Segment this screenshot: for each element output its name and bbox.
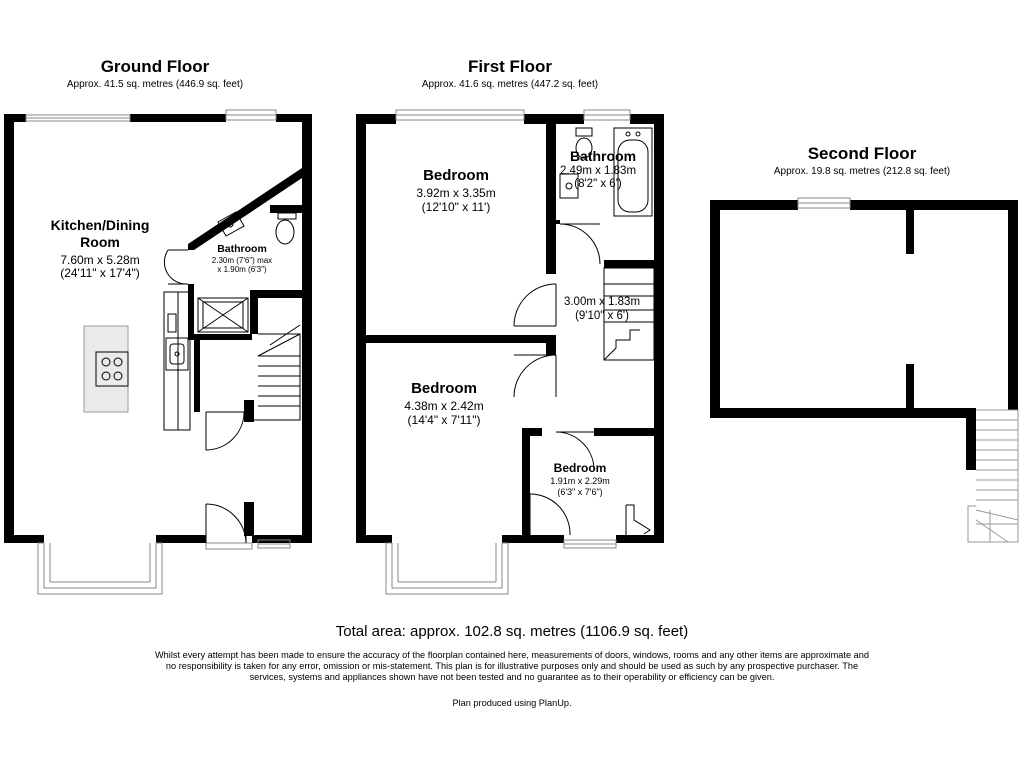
plan-credit: Plan produced using PlanUp.	[452, 698, 572, 708]
first-bedroom2-dim-metric: 4.38m x 2.42m	[404, 399, 484, 413]
first-bathroom-label: Bathroom	[569, 148, 637, 164]
first-floor-area: Approx. 41.6 sq. metres (447.2 sq. feet)	[421, 79, 599, 90]
ground-bathroom-label: Bathroom	[217, 243, 267, 255]
first-bathroom-dim-imperial: (8'2" x 6')	[574, 178, 622, 190]
total-area: Total area: approx. 102.8 sq. metres (1106.9 sq. feet)	[335, 623, 689, 640]
first-bedroom3-label: Bedroom	[553, 461, 607, 475]
ground-hall-walls	[194, 340, 254, 536]
second-window	[798, 198, 850, 208]
first-bedroom1-label: Bedroom	[423, 167, 489, 184]
ground-bay-window	[38, 543, 162, 594]
second-floor-plan	[710, 198, 1018, 542]
first-floor-title: First Floor	[467, 57, 553, 76]
first-bedroom1-dim-imperial: (12'10" x 11')	[421, 200, 491, 214]
kitchen-label-line1: Kitchen/Dining	[50, 217, 150, 233]
first-bay-window	[386, 540, 616, 594]
first-bedroom3-dim-imperial: (6'3" x 7'6")	[557, 487, 603, 497]
ground-bathroom-dim-line2: x 1.90m (6'3")	[217, 265, 267, 274]
first-landing-dim-metric: 3.00m x 1.83m	[563, 296, 641, 308]
first-bedroom1-dim-metric: 3.92m x 3.35m	[416, 186, 496, 200]
second-floor-area: Approx. 19.8 sq. metres (212.8 sq. feet)	[773, 166, 951, 177]
ground-floor-area: Approx. 41.5 sq. metres (446.9 sq. feet)	[66, 79, 244, 90]
first-bedroom2-dim-imperial: (14'4" x 7'11")	[407, 413, 481, 427]
first-bathroom-dim-metric: 2.49m x 1.83m	[559, 165, 637, 177]
ground-stairs	[254, 325, 300, 420]
ground-hall-doors	[206, 412, 246, 543]
kitchen-dim-imperial: (24'11" x 17'4")	[60, 266, 140, 280]
ground-kitchen-units	[84, 292, 190, 430]
second-outer-walls	[710, 200, 1018, 470]
second-floor-title: Second Floor	[807, 144, 917, 163]
ground-floor-title: Ground Floor	[100, 57, 210, 76]
first-bedroom2-label: Bedroom	[411, 380, 477, 397]
kitchen-label-line2: Room	[80, 234, 120, 250]
first-bedroom3-dim-metric: 1.91m x 2.29m	[550, 476, 610, 486]
kitchen-dim-metric: 7.60m x 5.28m	[60, 253, 140, 267]
first-landing-dim-imperial: (9'10" x 6')	[575, 310, 629, 322]
disclaimer-text: Whilst every attempt has been made to ensure the accuracy of the floorplan contained here, measurements of doors, windows, rooms and any other items are approximate and no responsibility is taken for any error, omission or mis-statement. This plan is for illustrative purposes only and should be used as such by any prospective purchaser. The services, systems and appliances shown have not been tested and no guarantee as to their operability or efficiency can be given.	[155, 650, 869, 683]
ground-bathroom-dim-line1: 2.30m (7'6") max	[211, 256, 273, 265]
ground-floor-plan	[4, 110, 312, 594]
ground-outer-walls	[4, 114, 312, 543]
first-top-windows	[396, 110, 630, 120]
